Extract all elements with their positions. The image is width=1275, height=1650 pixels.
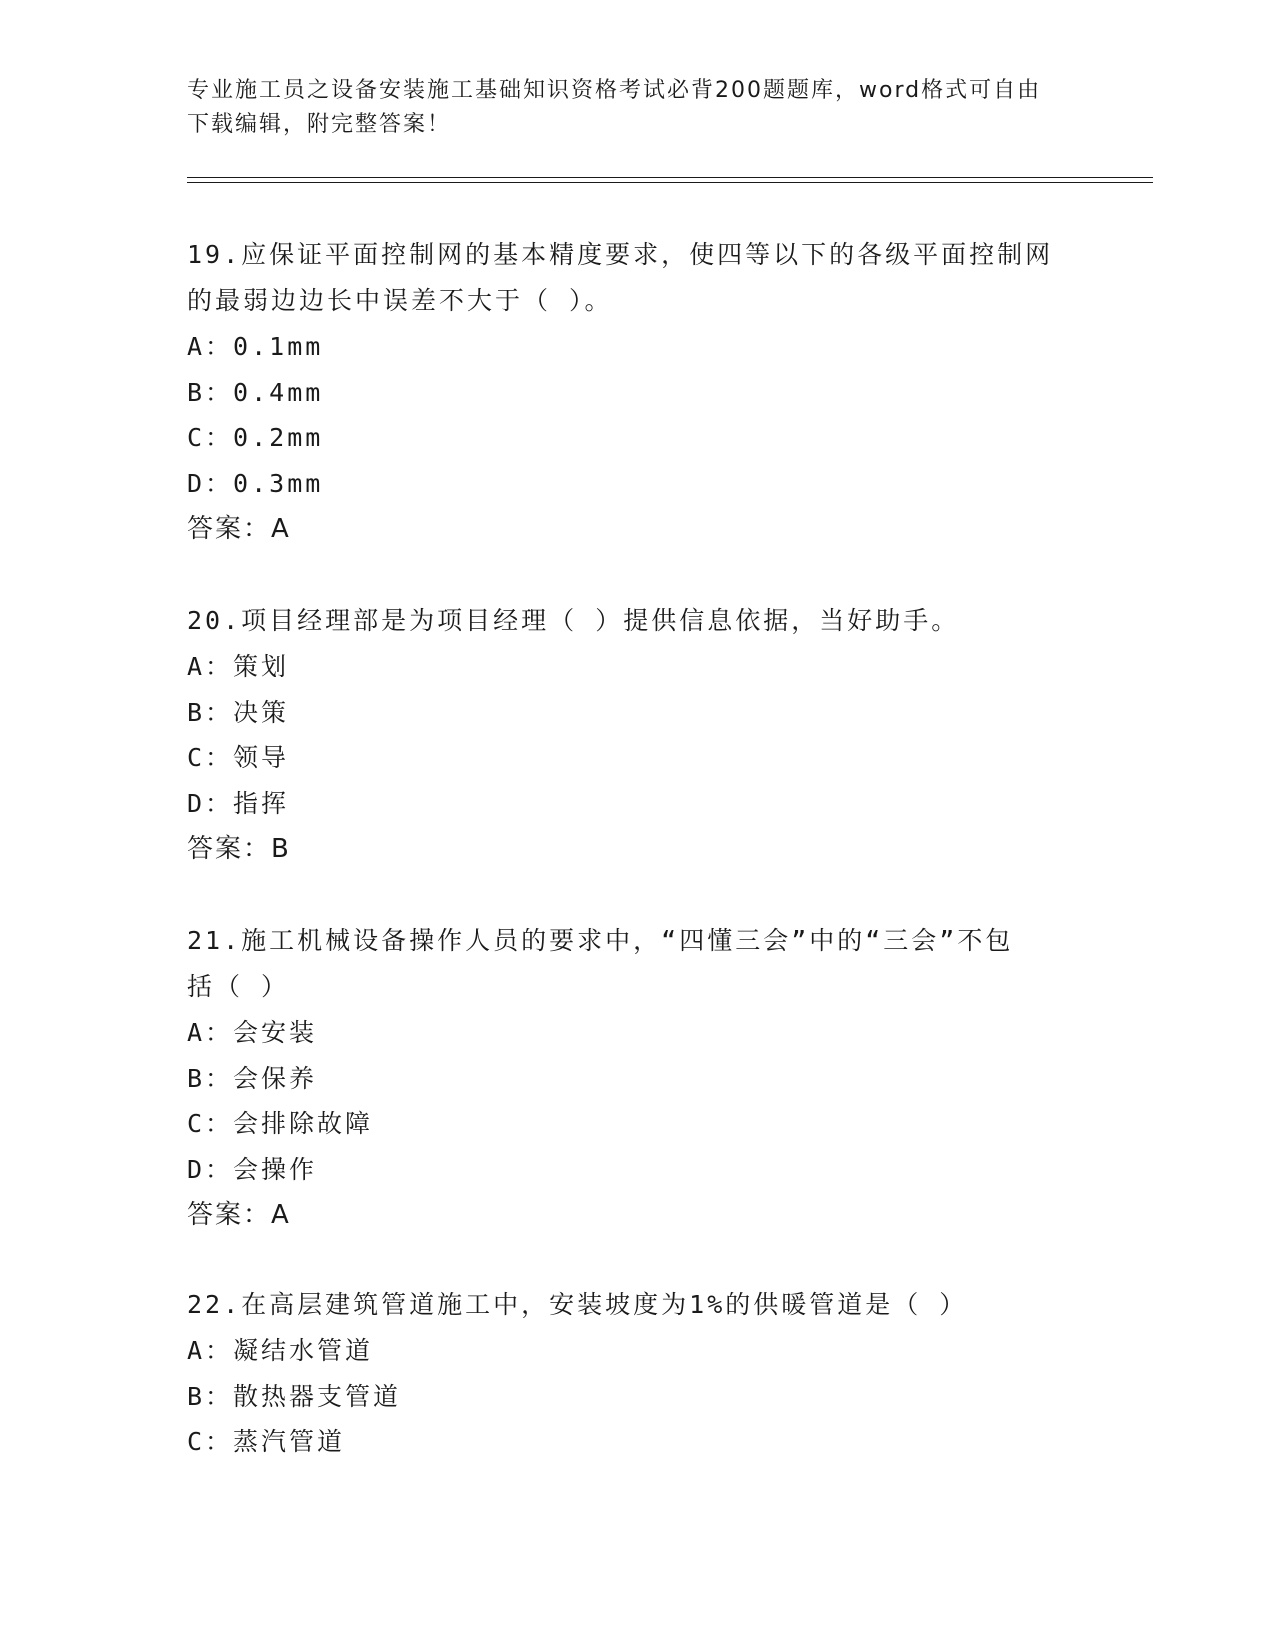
option-a: A：策划	[187, 652, 290, 681]
option-b: B：0.4mm	[187, 377, 324, 407]
answer-line: 答案：A	[187, 1200, 291, 1230]
document-header	[187, 74, 1087, 142]
answer-line: 答案：A	[187, 514, 291, 544]
option-c: C：会排除故障	[187, 1109, 374, 1138]
option-d: D：指挥	[187, 788, 290, 818]
question-stem-line: 19.应保证平面控制网的基本精度要求，使四等以下的各级平面控制网	[187, 240, 1054, 269]
question-stem-line: 20.项目经理部是为项目经理（ ）提供信息依据，当好助手。	[187, 606, 960, 635]
option-c: C：0.2mm	[187, 423, 324, 452]
question-22	[187, 1282, 1077, 1465]
question-20	[187, 598, 1077, 872]
option-d: D：会操作	[187, 1154, 318, 1184]
option-a: A：0.1mm	[187, 332, 324, 361]
question-stem-line: 21.施工机械设备操作人员的要求中，“四懂三会”中的“三会”不包	[187, 926, 1014, 955]
question-stem-line: 括（ ）	[187, 972, 290, 1001]
option-c: C：蒸汽管道	[187, 1427, 346, 1456]
option-b: B：决策	[187, 697, 290, 727]
answer-line: 答案：B	[187, 834, 291, 864]
header-divider-top	[187, 177, 1153, 178]
question-stem-line: 22.在高层建筑管道施工中，安装坡度为1%的供暖管道是（ ）	[187, 1290, 968, 1319]
option-b: B：散热器支管道	[187, 1381, 402, 1411]
option-c: C：领导	[187, 743, 290, 772]
option-b: B：会保养	[187, 1063, 318, 1093]
option-d: D：0.3mm	[187, 468, 324, 498]
question-19	[187, 232, 1077, 552]
question-21	[187, 918, 1077, 1238]
option-a: A：会安装	[187, 1018, 318, 1047]
option-a: A：凝结水管道	[187, 1336, 374, 1365]
header-divider-bottom	[187, 182, 1153, 183]
header-line-2: 下载编辑，附完整答案！	[187, 112, 452, 137]
header-line-1: 专业施工员之设备安装施工基础知识资格考试必背200题题库，word格式可自由	[187, 78, 1042, 103]
question-stem-line: 的最弱边边长中误差不大于（ ）。	[187, 286, 613, 315]
